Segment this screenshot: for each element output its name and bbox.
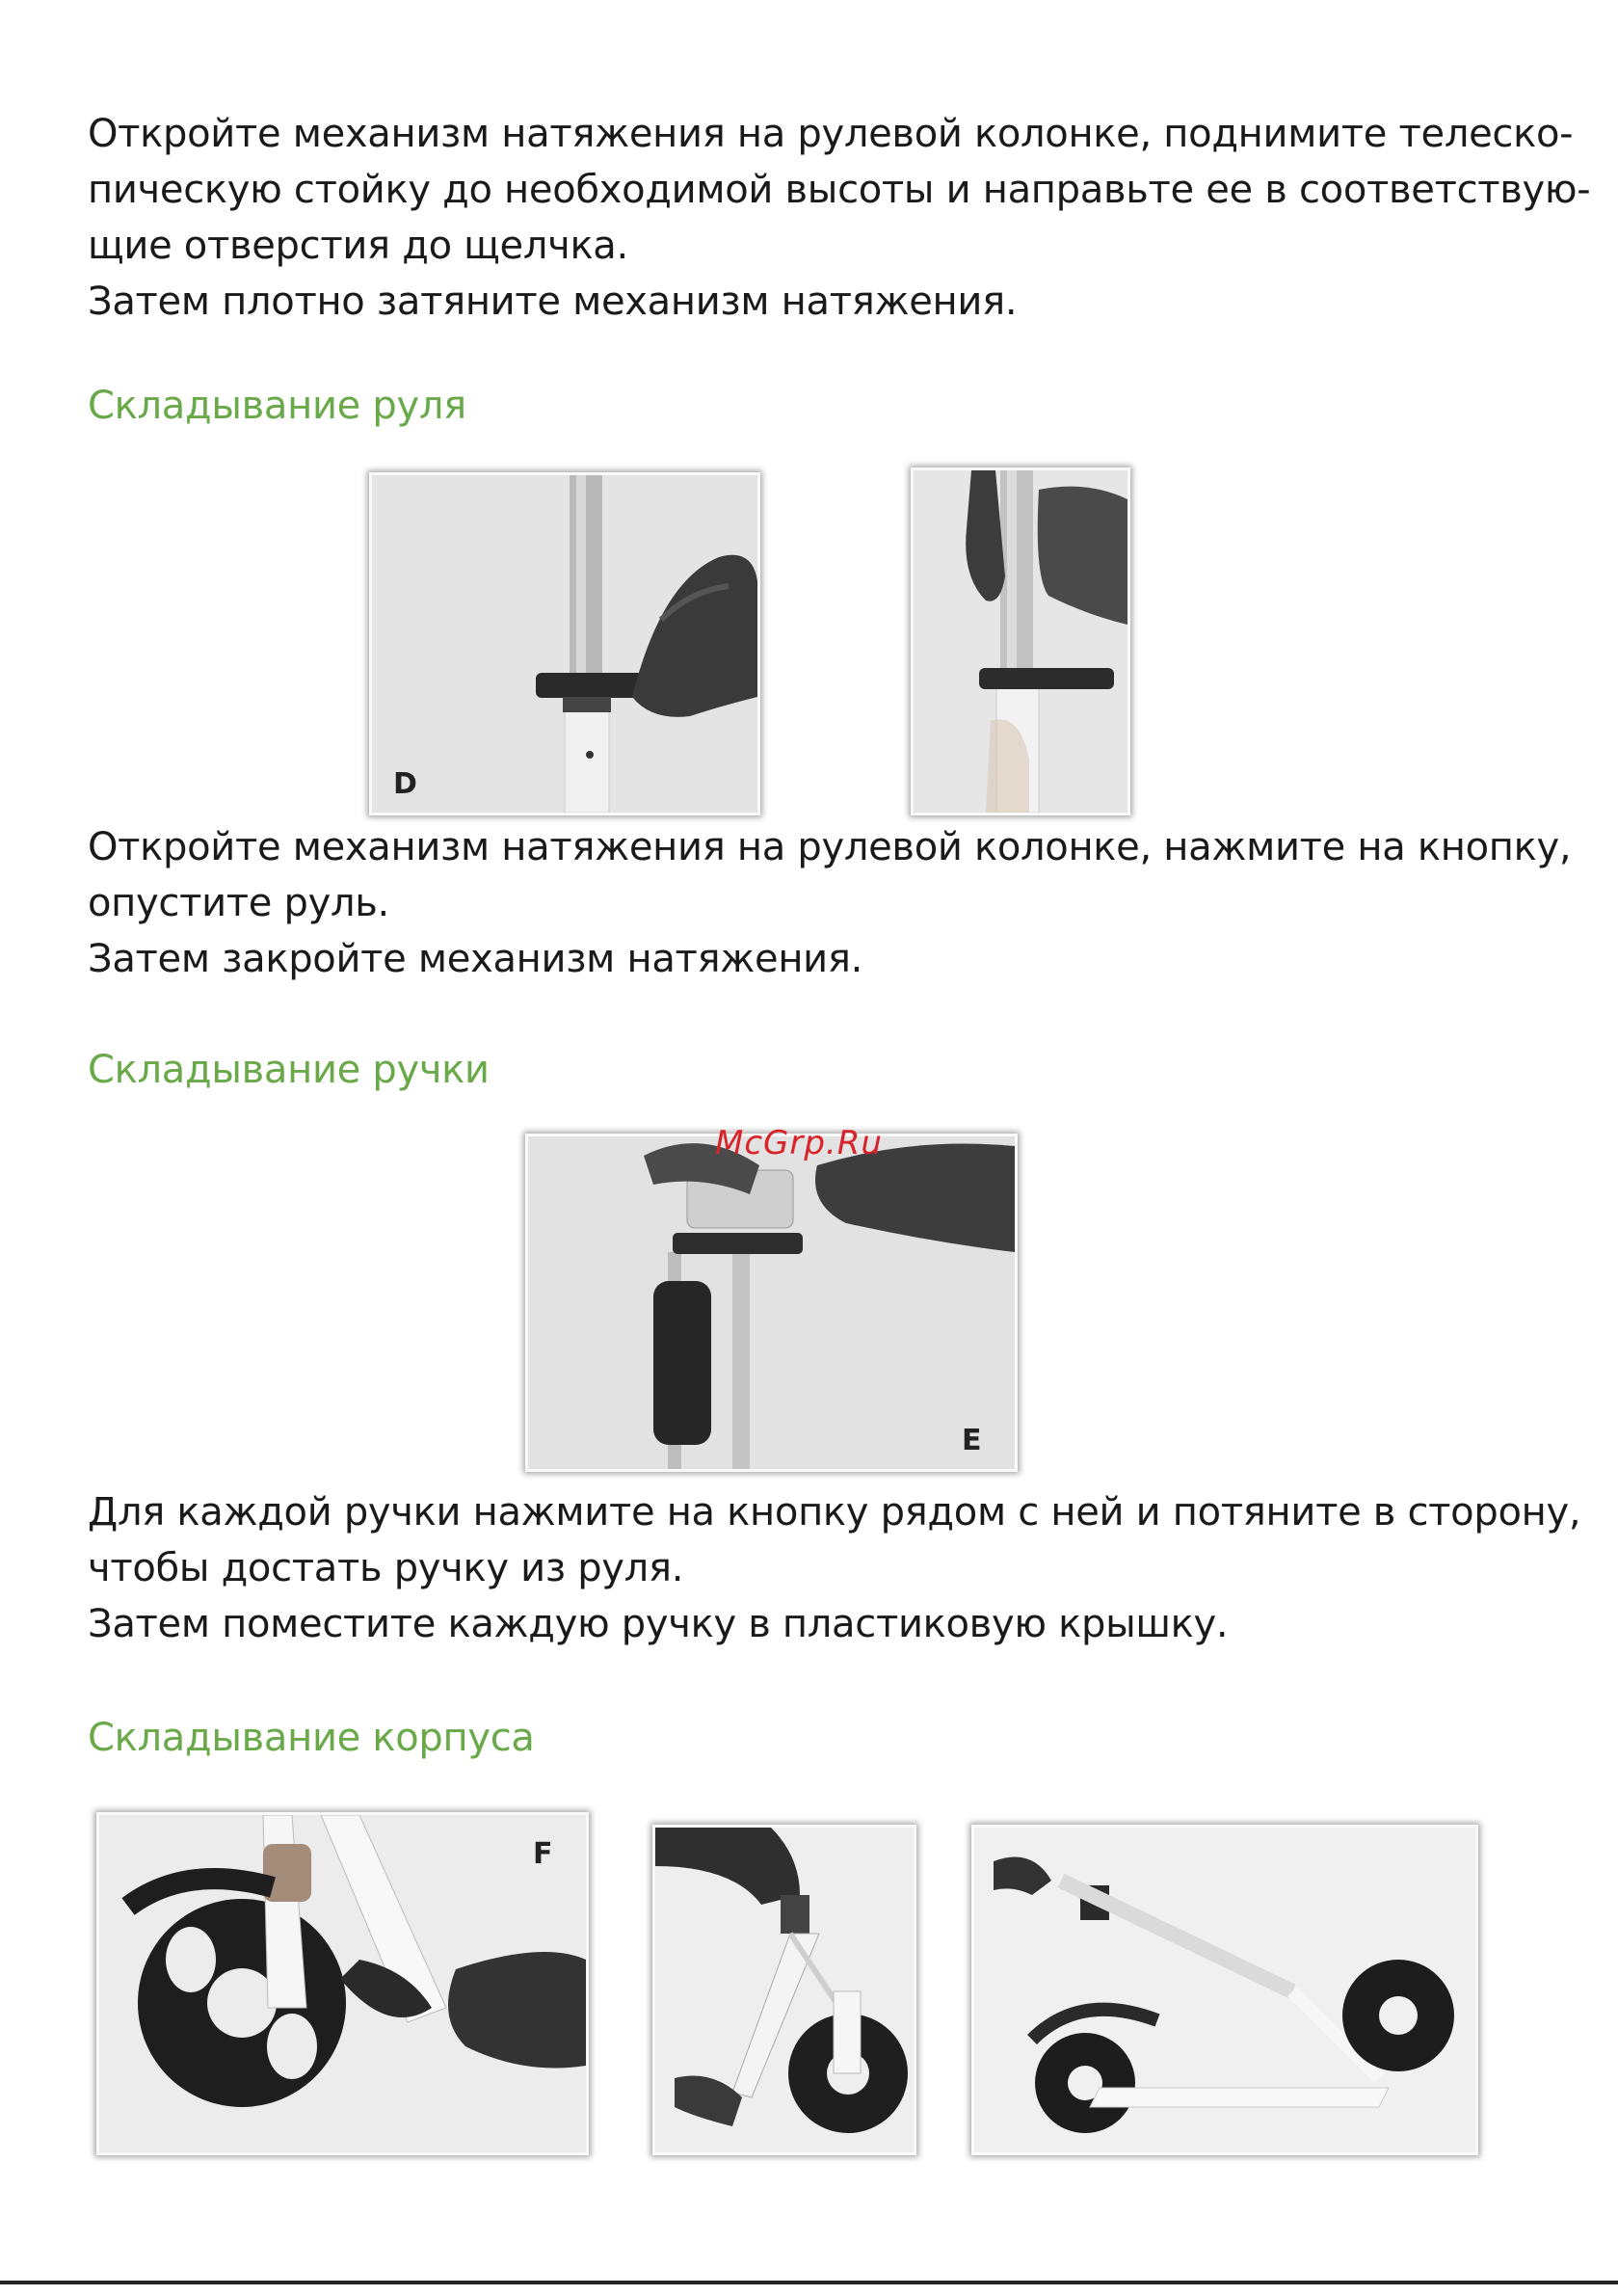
intro-line: пическую стойку до необходимой высоты и направьте ее в соответствую- <box>88 168 1591 212</box>
grip-line: чтобы достать ручку из руля. <box>88 1546 684 1590</box>
fold-step-3-illustration <box>974 1828 1475 2152</box>
handlebar-line: опустите руль. <box>88 881 389 925</box>
heading-body-folding: Складывание корпуса <box>88 1716 535 1760</box>
footer-rule <box>0 2281 1618 2284</box>
grip-illustration <box>528 1136 1015 1469</box>
photo-fold-step-2 <box>652 1825 916 2155</box>
grip-paragraph <box>88 1484 1580 1652</box>
fold-lever-illustration <box>99 1815 586 2152</box>
photo-d-label: D <box>393 767 417 801</box>
intro-paragraph <box>88 106 1590 330</box>
heading-grip-folding: Складывание ручки <box>88 1048 490 1092</box>
heading-handlebar-folding: Складывание руля <box>88 384 466 428</box>
handlebar-paragraph <box>88 819 1571 987</box>
grip-line: Затем поместите каждую ручку в пластиковую крышку. <box>88 1602 1229 1646</box>
photo-fold-step-3 <box>971 1825 1478 2155</box>
photo-e-label: E <box>962 1424 982 1457</box>
intro-line: Откройте механизм натяжения на рулевой колонке, поднимите телеско- <box>88 112 1574 156</box>
clamp-illustration <box>372 475 757 813</box>
photo-d-clamp-open <box>369 472 760 815</box>
watermark: McGrp.Ru <box>715 1124 883 1162</box>
press-button-illustration <box>914 470 1127 813</box>
photo-e-grip <box>525 1134 1018 1472</box>
grip-line: Для каждой ручки нажмите на кнопку рядом с ней и потяните в сторону, <box>88 1490 1581 1535</box>
intro-line: Затем плотно затяните механизм натяжения. <box>88 280 1018 324</box>
photo-f-label: F <box>533 1837 553 1871</box>
intro-line: щие отверстия до щелчка. <box>88 224 628 268</box>
photo-press-button <box>911 467 1130 815</box>
photo-f-fold-lever <box>96 1812 589 2155</box>
handlebar-line: Откройте механизм натяжения на рулевой колонке, нажмите на кнопку, <box>88 825 1572 869</box>
handlebar-line: Затем закройте механизм натяжения. <box>88 937 863 981</box>
fold-step-2-illustration <box>655 1828 914 2152</box>
